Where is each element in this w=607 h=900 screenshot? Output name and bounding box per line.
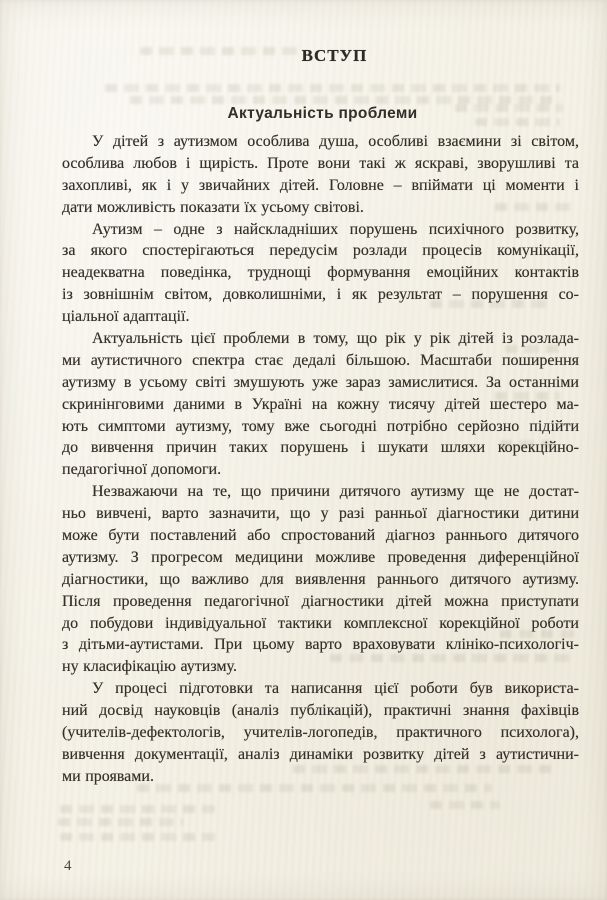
text-line: У дітей з аутизмом особлива душа, особливі взаємини зі світом, (92, 133, 579, 150)
text-line: може бути поставлений або спростований діагноз раннього дитячого (62, 527, 579, 545)
text-line: ньо вивчені, варто зазначити, що у разі ранньої діагностики дитини (62, 505, 579, 523)
bleed-through-line (60, 833, 215, 841)
chapter-title: ВСТУП (301, 46, 368, 65)
text-line: неадекватна поведінка, труднощі формування емоційних контактів (62, 264, 579, 282)
page-number: 4 (64, 858, 72, 874)
text-block (62, 0, 579, 788)
bleed-through-line (60, 805, 215, 813)
paragraph (62, 219, 579, 328)
text-line: У процесі підготовки та написання цієї роботи був використа- (92, 680, 579, 698)
text-line: ми аутистичного спектра стає дедалі більшою. Масштаби поширення (62, 351, 579, 369)
paragraph (62, 328, 579, 481)
text-line: аутизму в усьому світі змушують уже зараз замислитися. За останніми (62, 373, 579, 391)
text-line: педагогічної допомоги. (62, 461, 222, 479)
paragraph (62, 131, 579, 219)
text-line: Аутизм – одне з найскладніших порушень психічного розвитку, (92, 220, 579, 238)
body-text (62, 131, 579, 788)
text-line: аутизму. З прогресом медицини можливе проведення диференційної (62, 548, 579, 566)
text-line: ну класифікацію аутизму. (62, 658, 237, 676)
bleed-through-line (430, 801, 500, 809)
text-line: діагностики, що важливо для виявлення раннього дитячого аутизму. (62, 570, 579, 588)
text-line: Актуальність цієї проблеми в тому, що рік у рік дітей із розлада- (92, 330, 579, 348)
text-line: до побудови індивідуальної тактики комплексної корекційної роботи (62, 614, 579, 632)
text-line: Незважаючи на те, що причини дитячого аутизму ще не достат- (92, 483, 579, 501)
text-line: за якого спостерігаються передусім розлади процесів комунікації, (62, 242, 579, 260)
text-line: до вивчення причин таких порушень і шукати шляхи корекційно- (62, 439, 579, 457)
text-line: ціальної адаптації. (62, 308, 190, 326)
bleed-through-line (58, 818, 183, 826)
text-line: особлива любов і щирість. Проте вони такі ж яскраві, зворушливі та (62, 154, 579, 172)
text-line: дати можливість показати їх усьому світові. (62, 198, 364, 216)
text-line: із зовнішнім світом, довколишніми, і як результат – порушення со- (62, 286, 579, 304)
paragraph (62, 481, 579, 678)
text-line: (учителів-дефектологів, учителів-логопедів, практичного психолога), (62, 724, 579, 742)
text-line: Після проведення педагогічної діагностики дітей можна приступати (62, 592, 579, 610)
text-line: ми проявами. (62, 767, 154, 785)
text-line: захопливі, як і у звичайних дітей. Головне – впіймати ці моменти і (62, 176, 579, 194)
text-line: ють симптоми аутизму, тому вже сьогодні потрібно серйозно підійти (62, 417, 579, 435)
text-line: скринінговими даними в Україні на кожну тисячу дітей шестеро ма- (62, 395, 579, 413)
text-line: ний досвід науковців (аналіз публікацій), практичні знання фахівців (62, 702, 579, 720)
section-heading: Актуальність проблеми (227, 105, 418, 122)
text-line: з дітьми-аутистами. При цьому варто враховувати клініко-психологіч- (62, 636, 579, 654)
paragraph (62, 678, 579, 787)
text-line: вивчення документації, аналіз динаміки розвитку дітей з аутистични- (62, 745, 579, 763)
